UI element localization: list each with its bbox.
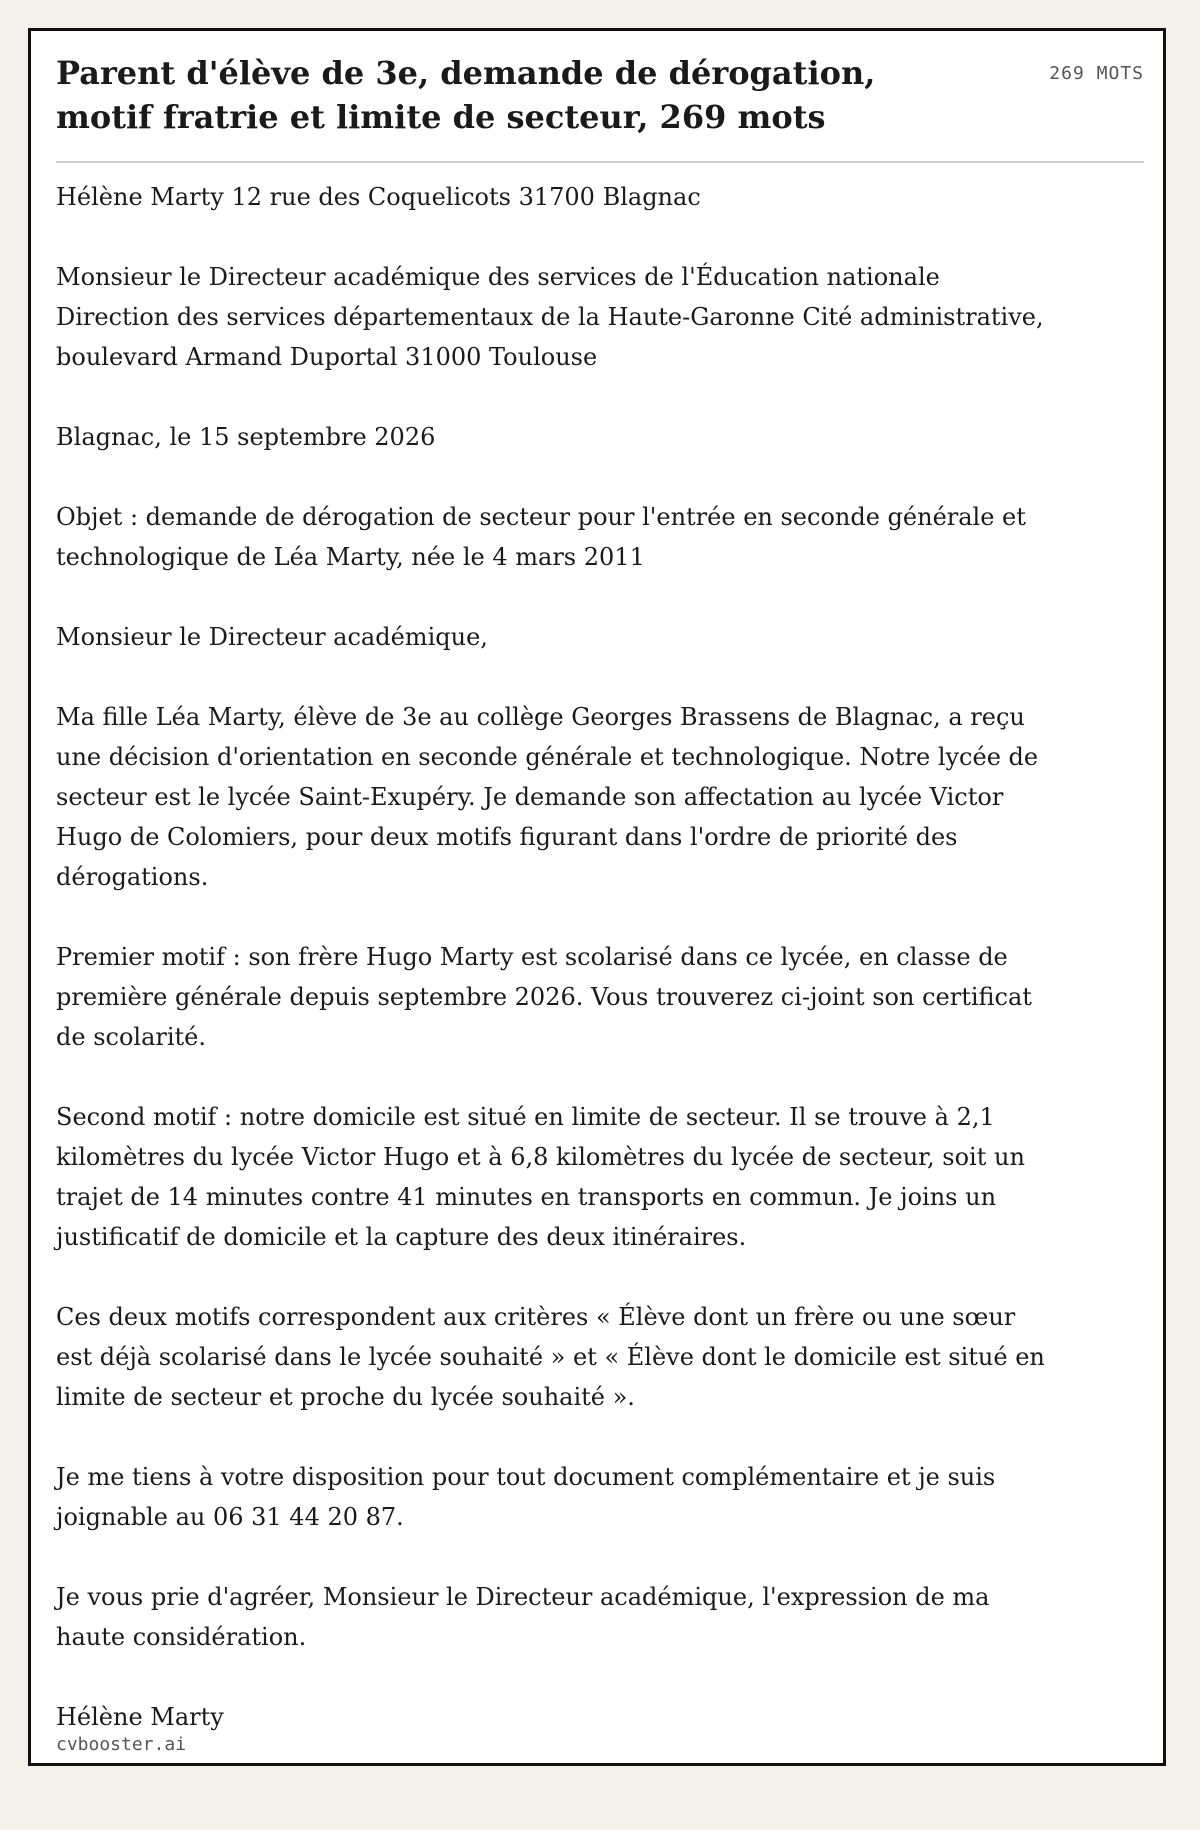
- letter-body: [56, 177, 1056, 1777]
- body-paragraph: Ma fille Léa Marty, élève de 3e au collège Georges Brassens de Blagnac, a reçu une décision d'orientation en seconde générale et technologique. Notre lycée de secteur est le lycée Saint-Exupéry. Je demande son affectation au lycée Victor Hugo de Colomiers, pour deux motifs figurant dans l'ordre de priorité des dérogations.: [56, 703, 1039, 891]
- letter-card: [28, 28, 1166, 1766]
- page-title: Parent d'élève de 3e, demande de dérogation, motif fratrie et limite de secteur, 269 mots: [56, 54, 876, 136]
- body-paragraph: Ces deux motifs correspondent aux critères « Élève dont un frère ou une sœur est déjà scolarisé dans le lycée souhaité » et « Élève dont le domicile est situé en limite de secteur et proche du lycée souhaité ».: [56, 1303, 1045, 1411]
- footer-brand: cvbooster.ai: [56, 1734, 187, 1755]
- salutation: Monsieur le Directeur académique,: [56, 623, 488, 651]
- recipient-address: Monsieur le Directeur académique des services de l'Éducation nationale Direction des services départementaux de la Haute-Garonne Cité administrative, boulevard Armand Duportal 31000 Toulouse: [56, 263, 1044, 371]
- place-date: Blagnac, le 15 septembre 2026: [56, 423, 436, 451]
- closing-paragraph: Je vous prie d'agréer, Monsieur le Directeur académique, l'expression de ma haute considération.: [56, 1583, 990, 1651]
- signature: Hélène Marty: [56, 1703, 224, 1731]
- letter-header: [56, 51, 1144, 139]
- subject-line: Objet : demande de dérogation de secteur pour l'entrée en seconde générale et technologique de Léa Marty, née le 4 mars 2011: [56, 503, 1026, 571]
- body-paragraph: Je me tiens à votre disposition pour tout document complémentaire et je suis joignable au 06 31 44 20 87.: [56, 1463, 996, 1531]
- header-divider: [56, 161, 1144, 163]
- body-paragraph: Second motif : notre domicile est situé en limite de secteur. Il se trouve à 2,1 kilomètres du lycée Victor Hugo et à 6,8 kilomètres du lycée de secteur, soit un trajet de 14 minutes contre 41 minutes en transports en commun. Je joins un justificatif de domicile et la capture des deux itinéraires.: [56, 1103, 1025, 1251]
- word-count-badge: 269 MOTS: [1049, 63, 1144, 84]
- body-paragraph: Premier motif : son frère Hugo Marty est scolarisé dans ce lycée, en classe de première générale depuis septembre 2026. Vous trouverez ci-joint son certificat de scolarité.: [56, 943, 1032, 1051]
- sender-address: Hélène Marty 12 rue des Coquelicots 31700 Blagnac: [56, 183, 701, 211]
